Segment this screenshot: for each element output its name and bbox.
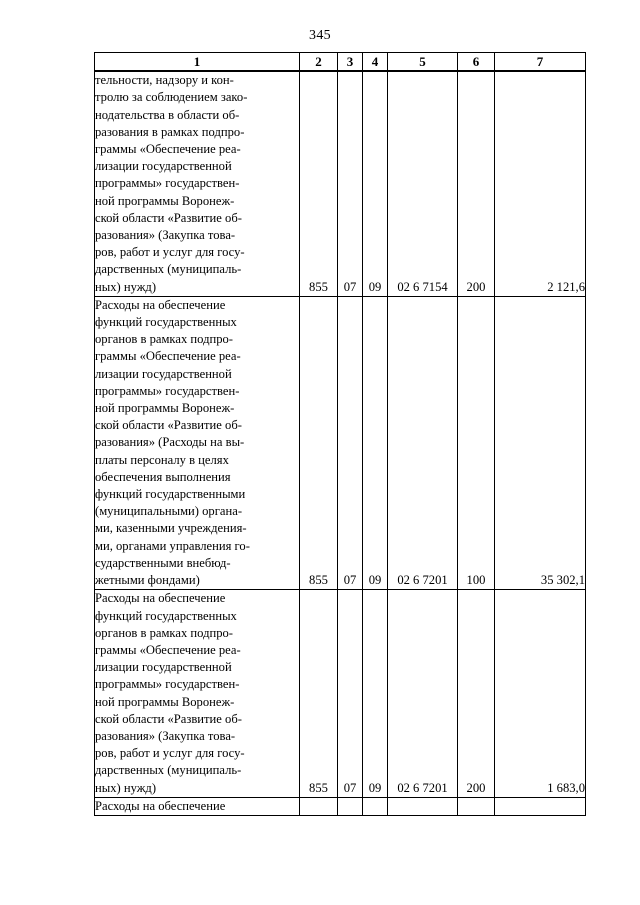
description-line: программы» государствен- xyxy=(95,677,240,692)
expense-type-code: 200 xyxy=(458,71,495,296)
ministry-code xyxy=(300,797,338,815)
description-line: жетными фондами) xyxy=(95,573,200,588)
description-line: разования» (Расходы на вы- xyxy=(95,435,245,450)
description-line: (муниципальными) органа- xyxy=(95,504,243,519)
description-line: ми, органами управления го- xyxy=(95,538,250,553)
description-line: тролю за соблюдением зако- xyxy=(95,90,248,105)
description-line: сударственными внебюд- xyxy=(95,555,231,570)
description-line: граммы «Обеспечение реа- xyxy=(95,142,241,157)
description-line: органов в рамках подпро- xyxy=(95,625,234,640)
subsection-code xyxy=(363,797,388,815)
description-line: лизации государственной xyxy=(95,159,232,174)
description-line: лизации государственной xyxy=(95,660,232,675)
column-header-5: 5 xyxy=(388,53,458,72)
description-line: функций государственными xyxy=(95,487,246,502)
description-line: обеспечения выполнения xyxy=(95,469,231,484)
column-header-3: 3 xyxy=(338,53,363,72)
description-line: дарственных (муниципаль- xyxy=(95,763,242,778)
section-code xyxy=(338,797,363,815)
table-row xyxy=(95,797,586,815)
description-line: ных) нужд) xyxy=(95,780,157,795)
ministry-code: 855 xyxy=(300,71,338,296)
section-code: 07 xyxy=(338,71,363,296)
description-line: ской области «Развитие об- xyxy=(95,711,242,726)
description-line: разования» (Закупка това- xyxy=(95,728,236,743)
description-line: ной программы Воронеж- xyxy=(95,694,235,709)
subsection-code: 09 xyxy=(363,590,388,797)
description-line: функций государственных xyxy=(95,608,237,623)
description-line: программы» государствен- xyxy=(95,176,240,191)
description-line: нодательства в области об- xyxy=(95,107,240,122)
description-line: ской области «Развитие об- xyxy=(95,418,242,433)
amount-value: 1 683,0 xyxy=(495,590,586,797)
page-number: 345 xyxy=(309,28,331,43)
section-code: 07 xyxy=(338,590,363,797)
expense-type-code: 100 xyxy=(458,296,495,589)
description-line: программы» государствен- xyxy=(95,383,240,398)
target-article-code: 02 6 7154 xyxy=(388,71,458,296)
expense-description xyxy=(95,71,300,296)
expense-description xyxy=(95,797,300,815)
description-line: граммы «Обеспечение реа- xyxy=(95,642,241,657)
description-line: органов в рамках подпро- xyxy=(95,332,234,347)
description-line: ской области «Развитие об- xyxy=(95,210,242,225)
description-line: Расходы на обеспечение xyxy=(95,591,226,606)
column-header-6: 6 xyxy=(458,53,495,72)
table-header-row xyxy=(95,53,586,72)
description-line: Расходы на обеспечение xyxy=(95,798,226,813)
amount-value: 35 302,1 xyxy=(495,296,586,589)
table-row xyxy=(95,590,586,797)
description-line: Расходы на обеспечение xyxy=(95,297,226,312)
budget-table xyxy=(94,52,586,816)
ministry-code: 855 xyxy=(300,590,338,797)
description-line: разования в рамках подпро- xyxy=(95,124,245,139)
description-line: ной программы Воронеж- xyxy=(95,193,235,208)
description-line: платы персоналу в целях xyxy=(95,452,229,467)
subsection-code: 09 xyxy=(363,71,388,296)
description-line: ров, работ и услуг для госу- xyxy=(95,746,245,761)
section-code: 07 xyxy=(338,296,363,589)
column-header-1: 1 xyxy=(95,53,300,72)
column-header-4: 4 xyxy=(363,53,388,72)
amount-value: 2 121,6 xyxy=(495,71,586,296)
amount-value xyxy=(495,797,586,815)
description-line: дарственных (муниципаль- xyxy=(95,262,242,277)
description-line: ров, работ и услуг для госу- xyxy=(95,245,245,260)
description-line: разования» (Закупка това- xyxy=(95,228,236,243)
expense-description xyxy=(95,590,300,797)
target-article-code: 02 6 7201 xyxy=(388,590,458,797)
table-body xyxy=(95,71,586,815)
subsection-code: 09 xyxy=(363,296,388,589)
ministry-code: 855 xyxy=(300,296,338,589)
description-line: ми, казенными учреждения- xyxy=(95,521,247,536)
description-line: ных) нужд) xyxy=(95,279,157,294)
target-article-code xyxy=(388,797,458,815)
description-line: ной программы Воронеж- xyxy=(95,401,235,416)
expense-type-code xyxy=(458,797,495,815)
description-line: тельности, надзору и кон- xyxy=(95,73,234,88)
target-article-code: 02 6 7201 xyxy=(388,296,458,589)
expense-description xyxy=(95,296,300,589)
column-header-2: 2 xyxy=(300,53,338,72)
description-line: лизации государственной xyxy=(95,366,232,381)
table-row xyxy=(95,296,586,589)
table-row xyxy=(95,71,586,296)
column-header-7: 7 xyxy=(495,53,586,72)
expense-type-code: 200 xyxy=(458,590,495,797)
description-line: граммы «Обеспечение реа- xyxy=(95,349,241,364)
description-line: функций государственных xyxy=(95,315,237,330)
